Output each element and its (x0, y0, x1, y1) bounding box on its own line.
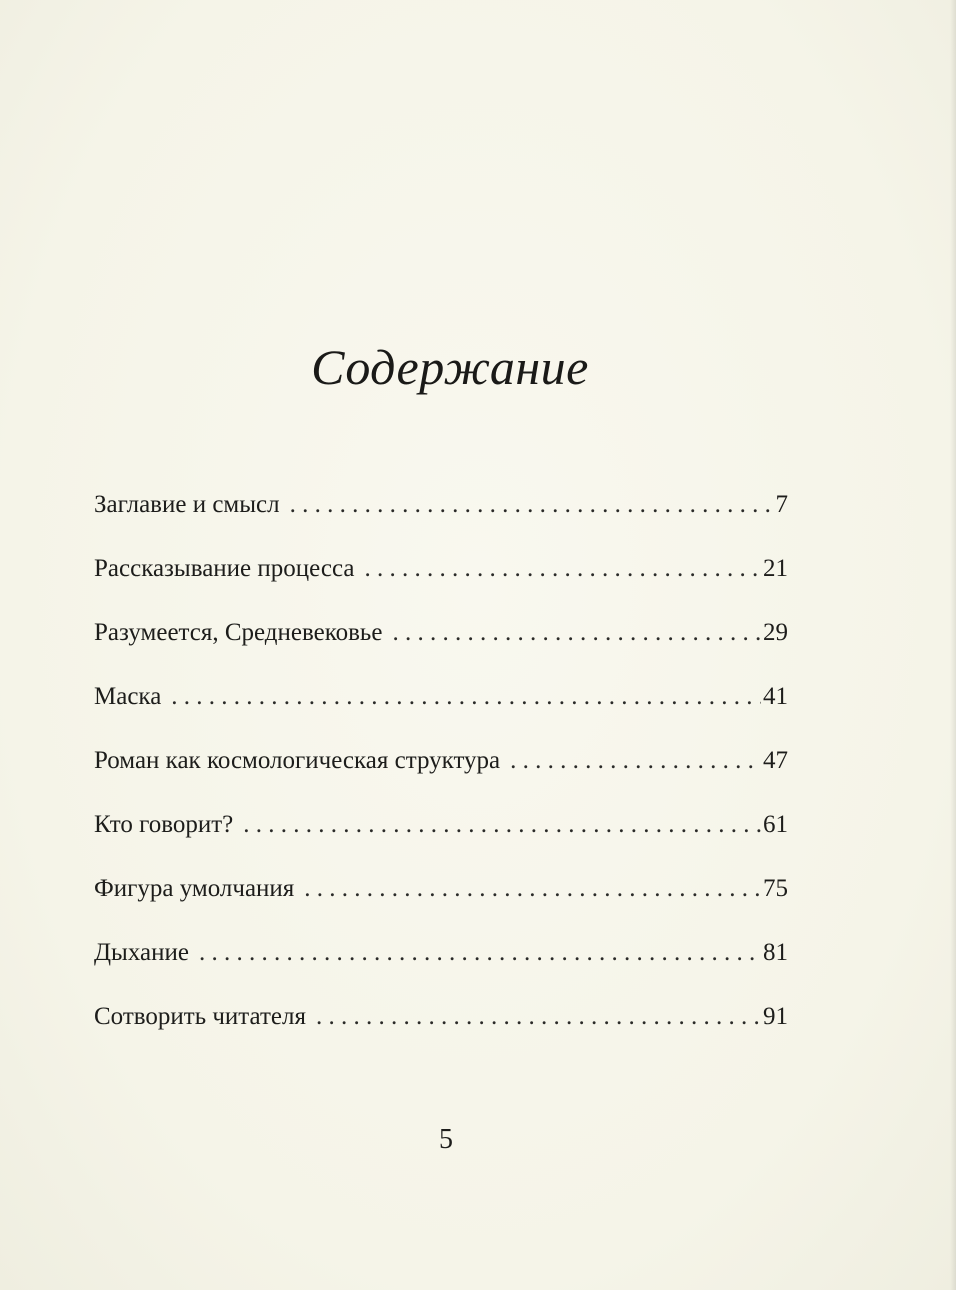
toc-dot-leader (304, 876, 761, 901)
toc-entry (94, 1004, 788, 1068)
toc-dot-leader (392, 620, 761, 645)
toc-entry-label: Сотворить читателя (94, 1003, 306, 1030)
toc-entry-label: Фигура умолчания (94, 875, 295, 902)
toc-entry-label: Кто говорит? (94, 811, 234, 838)
toc-dot-leader (510, 748, 761, 773)
toc-entry-page: 61 (763, 811, 788, 838)
toc-dot-leader (171, 684, 761, 709)
toc-entry (94, 684, 788, 748)
toc-entry-page: 21 (763, 555, 788, 582)
page-edge-shadow (950, 0, 956, 1290)
page-title: Содержание (311, 339, 589, 395)
toc-entry (94, 556, 788, 620)
toc-entry-label: Маска (94, 683, 162, 710)
toc-entry-label: Заглавие и смысл (94, 491, 280, 518)
toc-entry-label: Дыхание (94, 939, 189, 966)
page-number: 5 (439, 1124, 453, 1155)
toc-entry (94, 812, 788, 876)
toc-entry-page: 29 (763, 619, 788, 646)
toc-entry (94, 940, 788, 1004)
toc-entry (94, 492, 788, 556)
toc-entry (94, 620, 788, 684)
toc-entry (94, 748, 788, 812)
toc-entry-page: 75 (763, 875, 788, 902)
toc-dot-leader (290, 492, 774, 517)
toc-entry-page: 81 (763, 939, 788, 966)
toc-entry-label: Разумеется, Средневековье (94, 619, 383, 646)
toc-dot-leader (364, 556, 761, 581)
toc-entry-label: Рассказывание процесса (94, 555, 355, 582)
toc-entry-page: 7 (775, 491, 788, 518)
toc-dot-leader (199, 940, 761, 965)
toc-dot-leader (316, 1004, 761, 1029)
toc-dot-leader (243, 812, 761, 837)
toc-entry-page: 41 (763, 683, 788, 710)
toc-entry-label: Роман как космологическая структура (94, 747, 501, 774)
toc-entry-page: 91 (763, 1003, 788, 1030)
toc-entry (94, 876, 788, 940)
table-of-contents (94, 492, 788, 1068)
toc-entry-page: 47 (763, 747, 788, 774)
